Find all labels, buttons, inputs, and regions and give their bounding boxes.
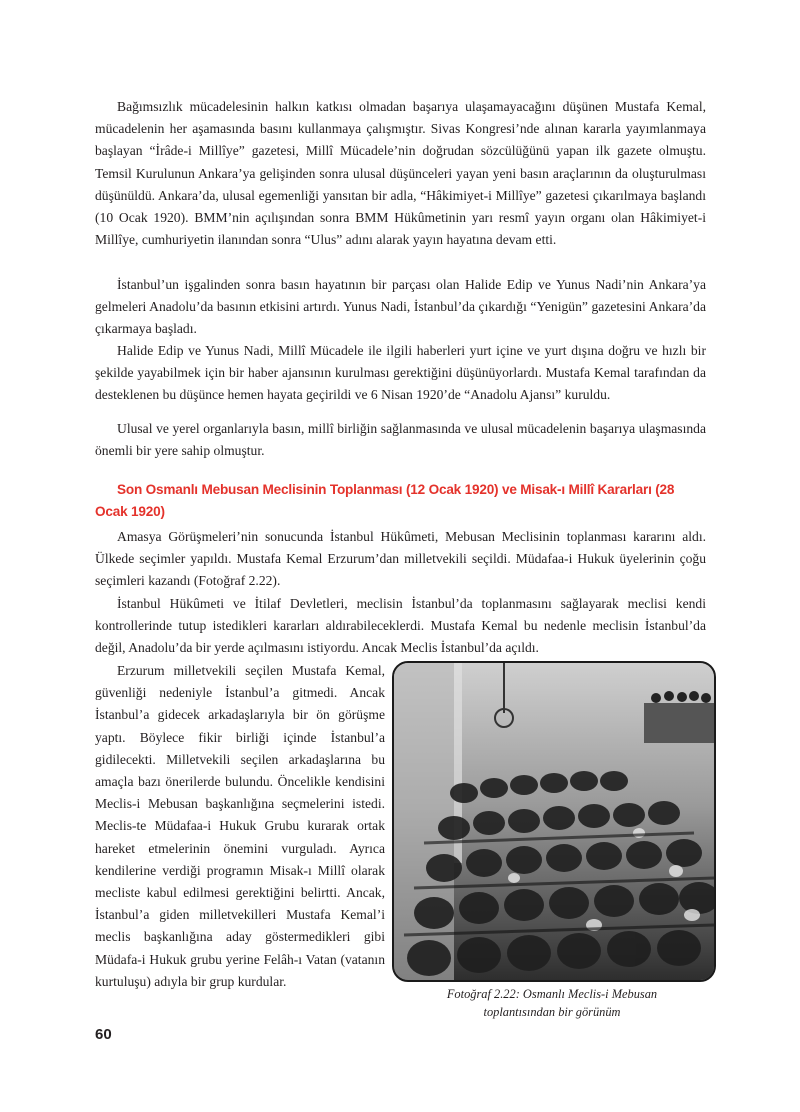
paragraph-anadolu-ajansi: Halide Edip ve Yunus Nadi, Millî Mücadele ile ilgili haberleri yurt içine ve yurt dışına doğru ve hızlı bir şekilde yayabilmek için bir haber ajansının kurulması gerektiğini düşünüyorlardı. Mustafa Kemal tarafından da desteklenen bu düşünce hemen hayata geçirildi ve 6 Nisan 1920’de “Anadolu Ajansı” kuruldu. (95, 343, 706, 403)
page-number: 60 (95, 1026, 112, 1043)
paragraph-erzurum-deputy: Erzurum milletvekili seçilen Mustafa Kemal, güvenliği nedeniyle İstanbul’a gitmedi. Ancak İstanbul’a gidecek arkadaşlarıyla bir ön görüşme yaptı. Böylece fikir birliği içinde İstanbul’a gidilecekti. Milletvekili seçilen arkadaşlarına bu amaçla bazı önerilerde bulundu. Öncelikle kendisini Meclis-i Mebusan başkanlığına seçmelerini istedi. Meclis-te Müdafaa-i Hukuk Grubu kurarak ortak hareket etmelerinin önemini vurguladı. Ayrıca kendilerine verdiği programın Misak-ı Millî olarak mecliste kabul edilmesi gerektiğini belirtti. Ancak, İstanbul’a giden milletvekilleri Mustafa Kemal’i meclis başkanlığına aday göstermedikleri gibi Müdafa-i Hukuk grubu yerine Felâh-ı Vatan (vatanın kurtuluşu) adıyla bir grup kurdular. (95, 663, 385, 989)
paragraph-istanbul-meclis: İstanbul Hükûmeti ve İtilaf Devletleri, meclisin İstanbul’da toplanmasını sağlayarak meclisi kendi kontrollerinde tutup istedikleri kararları aldırabileceklerdi. Mustafa Kemal bu nedenle meclisin İstanbul’da değil, Anadolu’da bir yerde açılmasını istiyordu. Ancak Meclis İstanbul’da açıldı. (95, 596, 706, 656)
paragraph-halide-edip-yunus-nadi: İstanbul’un işgalinden sonra basın hayatının bir parçası olan Halide Edip ve Yunus Nadi’nin Ankara’ya gelmeleri Anadolu’da basının etkisini artırdı. Yunus Nadi, İstanbul’da çıkardığı “Yenigün” gazetesini Ankara’da çıkarmaya başladı. (95, 277, 706, 337)
photo-caption (392, 985, 712, 1021)
paragraph-amasya-elections: Amasya Görüşmeleri’nin sonucunda İstanbul Hükûmeti, Mebusan Meclisinin toplanması kararını aldı. Ülkede seçimler yapıldı. Mustafa Kemal Erzurum’dan milletvekili seçildi. Müdafaa-i Hukuk üyelerinin çoğu seçimleri kazandı (Fotoğraf 2.22). (95, 529, 706, 589)
photo-caption-line2: toplantısından bir görünüm (483, 1005, 621, 1019)
photo-caption-line1: Fotoğraf 2.22: Osmanlı Meclis-i Mebusan (446, 987, 658, 1001)
section-heading: Son Osmanlı Mebusan Meclisinin Toplanması (12 Ocak 1920) ve Misak-ı Millî Kararları (28 Ocak 1920) (95, 482, 675, 519)
meclis-photo (392, 661, 716, 982)
meclis-photo-illustration (394, 663, 714, 980)
paragraph-press-role: Bağımsızlık mücadelesinin halkın katkısı olmadan başarıya ulaşamayacağını düşünen Mustafa Kemal, mücadelenin her aşamasında basını kullanmaya çalışmıştır. Sivas Kongresi’nde alınan kararla yayımlanmaya başlayan “İrâde-i Millîye” gazetesi, Millî Mücadele’nin doğrudan sözcülüğünü yapan ilk gazete olmuştu. Temsil Kurulunun Ankara’ya gelişinden sonra ulusal düşünceleri yayan yeni basın araçlarının da oluşturulması düşünüldü. Ankara’da, ulusal egemenliği yansıtan bir adla, “Hâkimiyet-i Millîye” gazetesi çıkarılmaya başlandı (10 Ocak 1920). BMM’nin açılışından sonra BMM Hükûmetinin yarı resmî yayın organı olan Hâkimiyet-i Millîye, cumhuriyetin ilanından sonra “Ulus” adını alarak yayın hayatına devam etti. (95, 99, 706, 248)
paragraph-national-unity: Ulusal ve yerel organlarıyla basın, millî birliğin sağlanmasında ve ulusal mücadelenin başarıya ulaşmasında önemli bir yere sahip olmuştur. (95, 421, 706, 459)
